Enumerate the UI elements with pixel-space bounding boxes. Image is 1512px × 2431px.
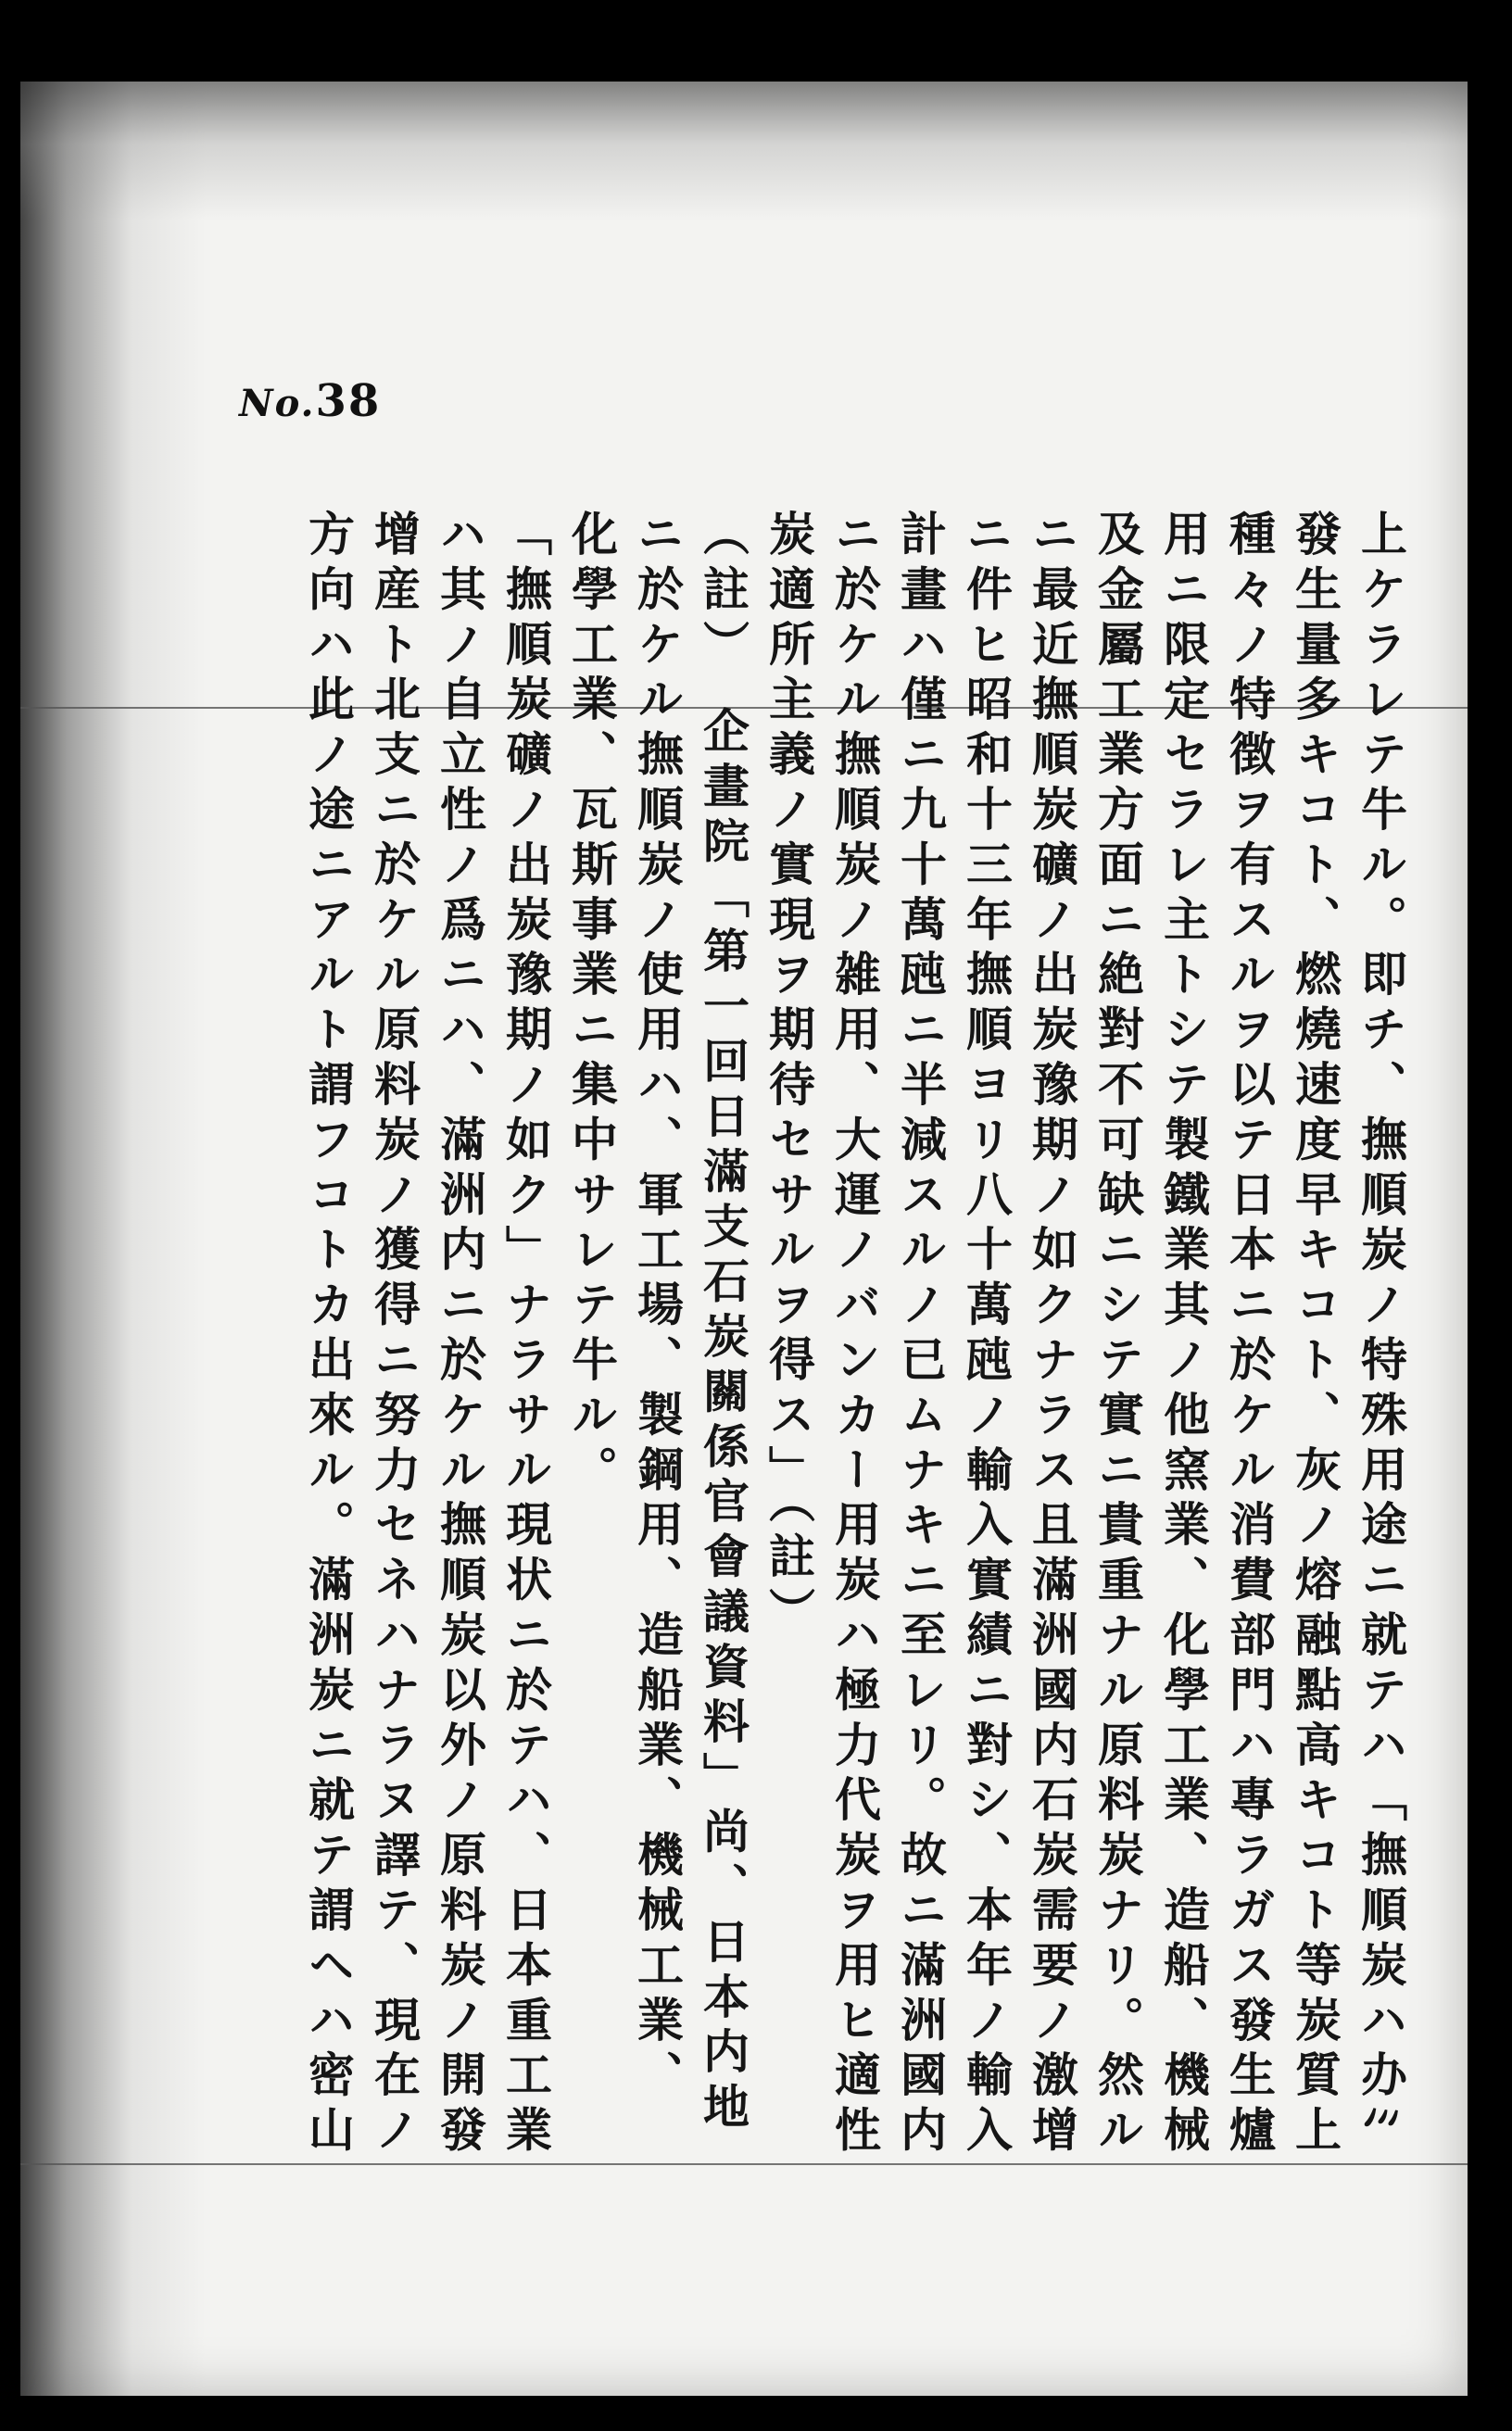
text-column-6: ニ最近撫順炭礦ノ出炭豫期ノ如クナラス且滿洲國内石炭需要ノ激增: [1025, 510, 1079, 2160]
page-number-value: 38: [315, 375, 382, 427]
page-number-prefix: No.: [239, 382, 316, 425]
text-column-15: ハ其ノ自立性ノ爲ニハ、滿洲内ニ於ケル撫順炭以外ノ原料炭ノ開發: [433, 510, 487, 2160]
text-column-9: ニ於ケル撫順炭ノ雑用、大運ノバンカー用炭ハ極力代炭ヲ用ヒ適性: [827, 510, 882, 2160]
text-body: [0, 510, 1512, 2325]
text-column-16: 增産ト北支ニ於ケル原料炭ノ獲得ニ努力セネハナラヌ譯テ、現在ノ: [367, 510, 422, 2160]
text-column-10: 炭適所主義ノ實現ヲ期待セサルヲ得ス」（註）: [762, 510, 816, 1643]
text-column-7: ニ件ヒ昭和十三年撫順ヨリ八十萬瓲ノ輸入實績ニ對シ、本年ノ輸入: [959, 510, 1014, 2160]
text-column-8: 計畫ハ僅ニ九十萬瓲ニ半減スルノ已ムナキニ至レリ。故ニ滿洲國内: [893, 510, 948, 2160]
text-column-13: 化學工業、瓦斯事業ニ集中サレテ牛ル。: [564, 510, 619, 1501]
text-column-12: ニ於ケル撫順炭ノ使用ハ、軍工場、製鋼用、造船業、機械工業、: [630, 510, 685, 2106]
text-column-11: （註） 企畫院「第一回日滿支石炭關係官會議資料」尚、日本内地: [696, 510, 750, 2137]
text-column-3: 種々ノ特徴ヲ有スルヲ以テ日本ニ於ケル消費部門ハ專ラガス發生爐: [1222, 510, 1277, 2160]
text-column-1: 上ケラレテ牛ル。即チ、撫順炭ノ特殊用途ニ就テハ「撫順炭ハ办ﾐ: [1354, 510, 1408, 2137]
text-column-5: 及金屬工業方面ニ絶對不可缺ニシテ實ニ貴重ナル原料炭ナリ。然ル: [1090, 510, 1145, 2160]
text-column-17: 方向ハ此ノ途ニアルト謂フコトカ出來ル。滿洲炭ニ就テ謂ヘハ密山: [301, 510, 356, 2160]
page-number: [239, 375, 381, 427]
text-column-2: 發生量多キコト、燃燒速度早キコト、灰ノ熔融點高キコト等炭質上: [1288, 510, 1342, 2160]
text-column-4: 用ニ限定セラレ主トシテ製鐵業其ノ他窯業、化學工業、造船、機械: [1156, 510, 1211, 2160]
text-column-14: 「撫順炭礦ノ出炭豫期ノ如ク」ナラサル現状ニ於テハ、日本重工業: [498, 510, 553, 2160]
top-edge-shadow: [20, 82, 1468, 220]
